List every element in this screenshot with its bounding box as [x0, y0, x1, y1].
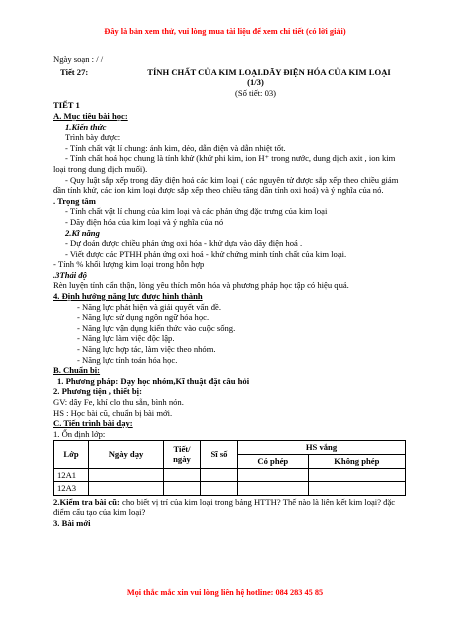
- teacher-prep: GV: dây Fe, khí clo thu sẵn, bình nón.: [53, 397, 184, 407]
- attendance-table: [53, 440, 406, 495]
- method-line: 1. Phương pháp: Dạy học nhóm,Kĩ thuật đặt câu hỏi: [57, 375, 250, 386]
- student-prep: HS : Học bài cũ, chuẩn bị bài mới.: [53, 407, 173, 418]
- step-1: 1. Ổn định lớp:: [53, 428, 106, 439]
- section-a-heading: A. Mục tiêu bài học:: [53, 110, 128, 121]
- col-unexcused: Không phép: [308, 454, 405, 468]
- date-line: Ngày soạn : / /: [53, 54, 104, 64]
- competency-item: - Năng lực sử dụng ngôn ngữ hóa học.: [77, 312, 210, 323]
- col-absent: HS vắng: [238, 441, 406, 455]
- col-date: Ngày dạy: [89, 441, 164, 468]
- hotline-banner: Mọi thắc mắc xin vui lòng liên hệ hotline: 084 283 45 85: [126, 588, 324, 597]
- skills-heading: 2.Kĩ năng: [65, 227, 100, 238]
- table-row: [54, 482, 406, 496]
- focus-item: - Dãy điện hóa của kim loại và ý nghĩa của nó: [65, 216, 224, 227]
- col-class: Lớp: [54, 441, 89, 468]
- competency-item: - Năng lực tính toán hóa học.: [77, 354, 178, 365]
- table-row: [54, 468, 406, 482]
- step-3: 3. Bài mới: [53, 517, 91, 528]
- competency-item: - Năng lực phát hiện và giải quyết vấn đề.: [77, 301, 222, 312]
- competency-heading: 4. Định hướng năng lực được hình thành: [53, 291, 203, 302]
- section-c-heading: C. Tiến trình bài dạy:: [53, 418, 133, 429]
- table-header-row: [54, 441, 406, 455]
- lesson-header: [53, 67, 408, 78]
- attitude-text: Rèn luyện tính cẩn thận, lòng yêu thích môn hóa và phương pháp học tập có hiệu quả.: [53, 280, 349, 291]
- col-size: Sĩ số: [201, 441, 238, 468]
- competency-item: - Năng lực hợp tác, làm việc theo nhóm.: [77, 344, 216, 355]
- section-b-heading: B. Chuẩn bị:: [53, 365, 101, 376]
- preview-notice-banner: Đây là bản xem thử, vui lòng mua tài liệu để xem chi tiết (có lời giải): [104, 27, 346, 36]
- focus-heading: . Trọng tâm: [53, 195, 96, 206]
- lesson-title: TÍNH CHẤT CỦA KIM LOẠI.DÃY ĐIỆN HÓA CỦA KIM LOẠI: [147, 66, 391, 77]
- equipment-heading: 2. Phương tiện , thiết bị:: [53, 386, 142, 397]
- col-excused: Có phép: [238, 454, 309, 468]
- class-cell: 12A3: [54, 482, 89, 496]
- lesson-plan-document: [53, 52, 408, 529]
- attitude-heading: .3Thái độ: [53, 269, 87, 280]
- knowledge-item: - Tính chất hoá học chung là tính khử (khử phi kim, ion H⁺ trong nước, dung dịch axit , ion kim loại trong dung dịch muối).: [53, 153, 396, 174]
- lesson-label: Tiết 27:: [60, 66, 89, 77]
- focus-item: - Tính chất vật lí chung của kim loại và các phản ứng đặc trưng của kim loại: [65, 206, 328, 217]
- step-2: [53, 497, 408, 518]
- col-period: Tiết/ ngày: [164, 441, 201, 468]
- skills-extra: - Tính % khối lượng kim loại trong hỗn hợp: [53, 259, 205, 270]
- lesson-periods: (Số tiết: 03): [234, 87, 277, 98]
- knowledge-intro: Trình bày được:: [65, 132, 121, 143]
- period-heading: TIẾT 1: [53, 100, 80, 111]
- knowledge-heading: 1.Kiến thức: [65, 121, 107, 132]
- class-cell: 12A1: [54, 468, 89, 482]
- step-2-label: 2.Kiểm tra bài cũ:: [53, 496, 120, 507]
- competency-item: - Năng lực vận dụng kiến thức vào cuộc sống.: [77, 322, 236, 333]
- skills-item: - Dự đoán được chiều phản ứng oxi hóa - khử dựa vào dãy điện hoá .: [65, 238, 303, 249]
- skills-item: - Viết được các PTHH phản ứng oxi hoá - khử chứng minh tính chất của kim loại.: [65, 248, 347, 259]
- lesson-part: (1/3): [247, 77, 264, 88]
- knowledge-item: - Tính chất vật lí chung: ánh kim, dẻo, dẫn điện và dẫn nhiệt tốt.: [65, 142, 286, 153]
- knowledge-item: - Quy luật sắp xếp trong dãy điện hoá các kim loại ( các nguyên tử được sắp xếp theo chiều giảm dần tính khử, các ion kim loại được sắp xếp theo chiều tăng dần tính oxi hoá) và ý nghĩa của nó.: [53, 174, 399, 196]
- competency-item: - Năng lực làm việc độc lập.: [77, 333, 175, 344]
- step-2-text: cho biết vị trí của kim loại trong bảng HTTH? Thế nào là liên kết kim loại? đặc điểm cấu tạo của kim loại?: [53, 496, 396, 518]
